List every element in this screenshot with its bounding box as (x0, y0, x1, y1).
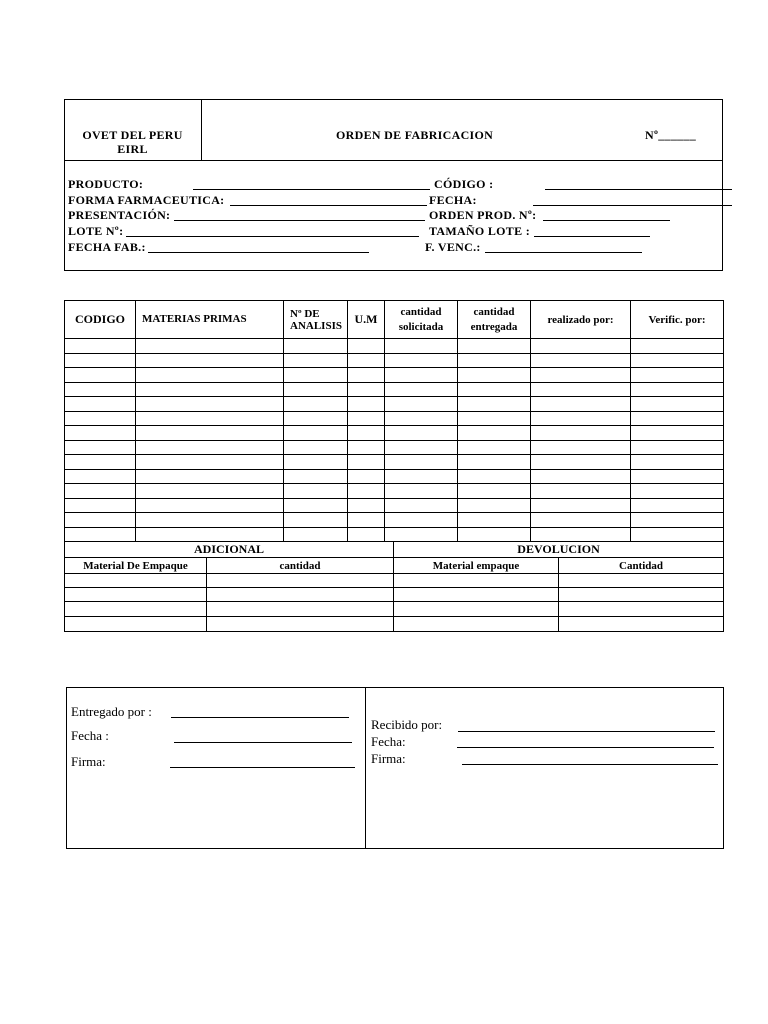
table-cell[interactable] (207, 588, 394, 602)
table-cell[interactable] (348, 469, 385, 484)
solicitada-header-line2: solicitada (398, 320, 444, 333)
entregada-header-line2: entregada (470, 320, 518, 333)
table-cell[interactable] (394, 588, 559, 602)
table-cell[interactable] (136, 397, 284, 412)
table-cell[interactable] (385, 484, 458, 499)
verific-header: Verific. por: (631, 301, 724, 339)
table-cell[interactable] (559, 588, 724, 602)
table-cell[interactable] (65, 602, 207, 617)
table-row (65, 527, 724, 542)
table-cell[interactable] (385, 469, 458, 484)
table-cell[interactable] (136, 455, 284, 470)
table-cell[interactable] (531, 455, 631, 470)
table-cell[interactable] (385, 426, 458, 441)
table-cell[interactable] (65, 440, 136, 455)
table-cell[interactable] (385, 368, 458, 383)
recibido-label: Recibido por: (371, 717, 443, 732)
table-cell[interactable] (385, 513, 458, 528)
table-cell[interactable] (284, 484, 348, 499)
table-cell[interactable] (385, 440, 458, 455)
table-cell[interactable] (284, 339, 348, 354)
table-cell[interactable] (385, 382, 458, 397)
forma-line[interactable] (230, 205, 427, 206)
tamano-lote-line[interactable] (534, 236, 650, 237)
table-row (65, 339, 724, 354)
table-cell[interactable] (65, 382, 136, 397)
analisis-header-line1: Nº DE (290, 307, 320, 320)
table-row (65, 382, 724, 397)
table-cell[interactable] (631, 527, 724, 542)
extra-row (65, 617, 724, 632)
table-cell[interactable] (65, 484, 136, 499)
table-row (65, 513, 724, 528)
table-cell[interactable] (284, 397, 348, 412)
table-cell[interactable] (65, 353, 136, 368)
table-cell[interactable] (284, 411, 348, 426)
table-cell[interactable] (631, 440, 724, 455)
table-cell[interactable] (531, 353, 631, 368)
table-cell[interactable] (65, 588, 207, 602)
table-cell[interactable] (631, 426, 724, 441)
table-cell[interactable] (458, 440, 531, 455)
lote-line[interactable] (126, 236, 419, 237)
signature-box (66, 687, 724, 849)
table-cell[interactable] (458, 382, 531, 397)
table-cell[interactable] (559, 617, 724, 632)
table-cell[interactable] (559, 602, 724, 617)
table-cell[interactable] (385, 455, 458, 470)
table-cell[interactable] (531, 498, 631, 513)
fecha-right-line[interactable] (457, 747, 714, 748)
table-cell[interactable] (458, 484, 531, 499)
table-row (65, 440, 724, 455)
table-cell[interactable] (348, 353, 385, 368)
company-line2: EIRL (117, 142, 148, 156)
table-cell[interactable] (531, 397, 631, 412)
table-cell[interactable] (531, 469, 631, 484)
table-row (65, 368, 724, 383)
table-cell[interactable] (385, 411, 458, 426)
table-cell[interactable] (348, 397, 385, 412)
table-row (65, 498, 724, 513)
table-cell[interactable] (348, 455, 385, 470)
table-cell[interactable] (531, 339, 631, 354)
table-cell[interactable] (207, 617, 394, 632)
table-cell[interactable] (458, 339, 531, 354)
table-cell[interactable] (136, 527, 284, 542)
firma-right-line[interactable] (462, 764, 718, 765)
table-cell[interactable] (207, 574, 394, 588)
table-cell[interactable] (631, 368, 724, 383)
fecha-line[interactable] (533, 205, 732, 206)
firma-left-line[interactable] (170, 767, 355, 768)
materials-table (64, 300, 724, 542)
table-cell[interactable] (631, 397, 724, 412)
table-cell[interactable] (136, 498, 284, 513)
presentacion-line[interactable] (174, 220, 425, 221)
realizado-header: realizado por: (531, 301, 631, 339)
f-venc-label: F. VENC.: (425, 240, 481, 254)
table-cell[interactable] (284, 527, 348, 542)
table-cell[interactable] (207, 602, 394, 617)
table-cell[interactable] (65, 617, 207, 632)
signature-divider (365, 687, 366, 849)
table-cell[interactable] (631, 411, 724, 426)
table-cell[interactable] (531, 513, 631, 528)
table-cell[interactable] (458, 397, 531, 412)
table-cell[interactable] (65, 411, 136, 426)
entregada-header-line1: cantidad (473, 305, 515, 318)
f-venc-line[interactable] (485, 252, 642, 253)
table-cell[interactable] (531, 382, 631, 397)
table-cell[interactable] (531, 527, 631, 542)
lote-label: LOTE Nº: (68, 224, 124, 238)
materials-header-row (65, 301, 724, 339)
tamano-lote-label: TAMAÑO LOTE : (429, 224, 531, 238)
table-cell[interactable] (284, 440, 348, 455)
table-cell[interactable] (458, 498, 531, 513)
analisis-header (284, 301, 348, 339)
table-cell[interactable] (385, 339, 458, 354)
table-cell[interactable] (284, 455, 348, 470)
table-cell[interactable] (631, 469, 724, 484)
table-row (65, 353, 724, 368)
table-cell[interactable] (348, 527, 385, 542)
fecha-fab-line[interactable] (148, 252, 369, 253)
table-cell[interactable] (65, 426, 136, 441)
table-cell[interactable] (65, 498, 136, 513)
table-cell[interactable] (458, 353, 531, 368)
table-cell[interactable] (458, 527, 531, 542)
table-cell[interactable] (65, 339, 136, 354)
solicitada-header (385, 301, 458, 339)
table-cell[interactable] (348, 440, 385, 455)
codigo-label: CÓDIGO : (434, 177, 494, 191)
table-cell[interactable] (531, 426, 631, 441)
fecha-left-line[interactable] (174, 742, 352, 743)
presentacion-label: PRESENTACIÓN: (68, 208, 171, 222)
table-cell[interactable] (348, 339, 385, 354)
fecha-label: FECHA: (429, 193, 477, 207)
extra-row (65, 588, 724, 602)
adicional-devolucion-table (64, 541, 724, 632)
table-row (65, 455, 724, 470)
fecha-left-label: Fecha : (71, 728, 109, 743)
table-cell[interactable] (631, 353, 724, 368)
table-cell[interactable] (348, 513, 385, 528)
table-cell[interactable] (284, 426, 348, 441)
table-cell[interactable] (284, 382, 348, 397)
table-cell[interactable] (284, 353, 348, 368)
table-cell[interactable] (65, 368, 136, 383)
adicional-title: ADICIONAL (65, 542, 394, 558)
table-cell[interactable] (284, 368, 348, 383)
table-cell[interactable] (531, 440, 631, 455)
table-cell[interactable] (136, 484, 284, 499)
table-cell[interactable] (631, 513, 724, 528)
table-cell[interactable] (458, 411, 531, 426)
codigo-header: CODIGO (65, 301, 136, 339)
table-cell[interactable] (458, 469, 531, 484)
table-cell[interactable] (394, 617, 559, 632)
table-cell[interactable] (531, 368, 631, 383)
devolucion-cantidad-header: Cantidad (559, 558, 724, 574)
fecha-fab-label: FECHA FAB.: (68, 240, 146, 254)
table-cell[interactable] (348, 426, 385, 441)
table-cell[interactable] (136, 382, 284, 397)
section-title-row (65, 542, 724, 558)
table-cell[interactable] (65, 397, 136, 412)
table-cell[interactable] (136, 513, 284, 528)
materias-header: MATERIAS PRIMAS (136, 301, 284, 339)
table-cell[interactable] (559, 574, 724, 588)
table-cell[interactable] (65, 513, 136, 528)
table-cell[interactable] (385, 527, 458, 542)
table-cell[interactable] (531, 484, 631, 499)
table-cell[interactable] (531, 411, 631, 426)
table-cell[interactable] (458, 455, 531, 470)
fecha-right-label: Fecha: (371, 734, 406, 749)
entregado-line[interactable] (171, 717, 349, 718)
table-row (65, 484, 724, 499)
um-header: U.M (348, 301, 385, 339)
table-cell[interactable] (394, 574, 559, 588)
table-cell[interactable] (631, 339, 724, 354)
table-cell[interactable] (631, 484, 724, 499)
table-cell[interactable] (458, 426, 531, 441)
table-cell[interactable] (458, 368, 531, 383)
table-cell[interactable] (65, 527, 136, 542)
forma-label: FORMA FARMACEUTICA: (68, 193, 225, 207)
table-cell[interactable] (136, 368, 284, 383)
table-cell[interactable] (136, 440, 284, 455)
table-cell[interactable] (136, 353, 284, 368)
orden-prod-label: ORDEN PROD. Nº: (429, 208, 537, 222)
table-cell[interactable] (394, 602, 559, 617)
materials-body (65, 339, 724, 542)
table-cell[interactable] (136, 411, 284, 426)
section-header-row (65, 558, 724, 574)
producto-label: PRODUCTO: (68, 177, 144, 191)
table-row (65, 397, 724, 412)
firma-left-label: Firma: (71, 754, 106, 769)
entregado-label: Entregado por : (71, 704, 152, 719)
firma-right-label: Firma: (371, 751, 406, 766)
table-cell[interactable] (631, 382, 724, 397)
extra-row (65, 602, 724, 617)
table-cell[interactable] (348, 368, 385, 383)
table-cell[interactable] (65, 574, 207, 588)
header-box (64, 99, 723, 271)
table-cell[interactable] (284, 469, 348, 484)
company-line1: OVET DEL PERU (82, 128, 183, 142)
table-cell[interactable] (458, 513, 531, 528)
table-cell[interactable] (136, 469, 284, 484)
table-cell[interactable] (348, 498, 385, 513)
table-row (65, 426, 724, 441)
table-cell[interactable] (136, 426, 284, 441)
table-cell[interactable] (348, 484, 385, 499)
adicional-cantidad-header: cantidad (207, 558, 394, 574)
devolucion-title: DEVOLUCION (394, 542, 724, 558)
form-title: ORDEN DE FABRICACION (336, 128, 494, 142)
solicitada-header-line1: cantidad (400, 305, 442, 318)
extra-row (65, 574, 724, 588)
table-cell[interactable] (65, 469, 136, 484)
table-cell[interactable] (385, 498, 458, 513)
header-divider (64, 160, 723, 161)
company-name (64, 128, 201, 156)
order-number-label: Nº______ (645, 128, 697, 142)
table-cell[interactable] (348, 411, 385, 426)
table-row (65, 469, 724, 484)
analisis-header-line2: ANALISIS (290, 319, 342, 332)
material-empaque-header: Material De Empaque (65, 558, 207, 574)
producto-line[interactable] (193, 189, 430, 190)
orden-prod-line[interactable] (543, 220, 670, 221)
table-cell[interactable] (284, 498, 348, 513)
table-cell[interactable] (65, 455, 136, 470)
devolucion-material-header: Material empaque (394, 558, 559, 574)
table-row (65, 411, 724, 426)
table-cell[interactable] (385, 353, 458, 368)
table-cell[interactable] (284, 513, 348, 528)
table-cell[interactable] (385, 397, 458, 412)
table-cell[interactable] (631, 498, 724, 513)
recibido-line[interactable] (458, 731, 715, 732)
table-cell[interactable] (348, 382, 385, 397)
header-vertical-divider (201, 99, 202, 160)
codigo-line[interactable] (545, 189, 732, 190)
entregada-header (458, 301, 531, 339)
table-cell[interactable] (631, 455, 724, 470)
table-cell[interactable] (136, 339, 284, 354)
